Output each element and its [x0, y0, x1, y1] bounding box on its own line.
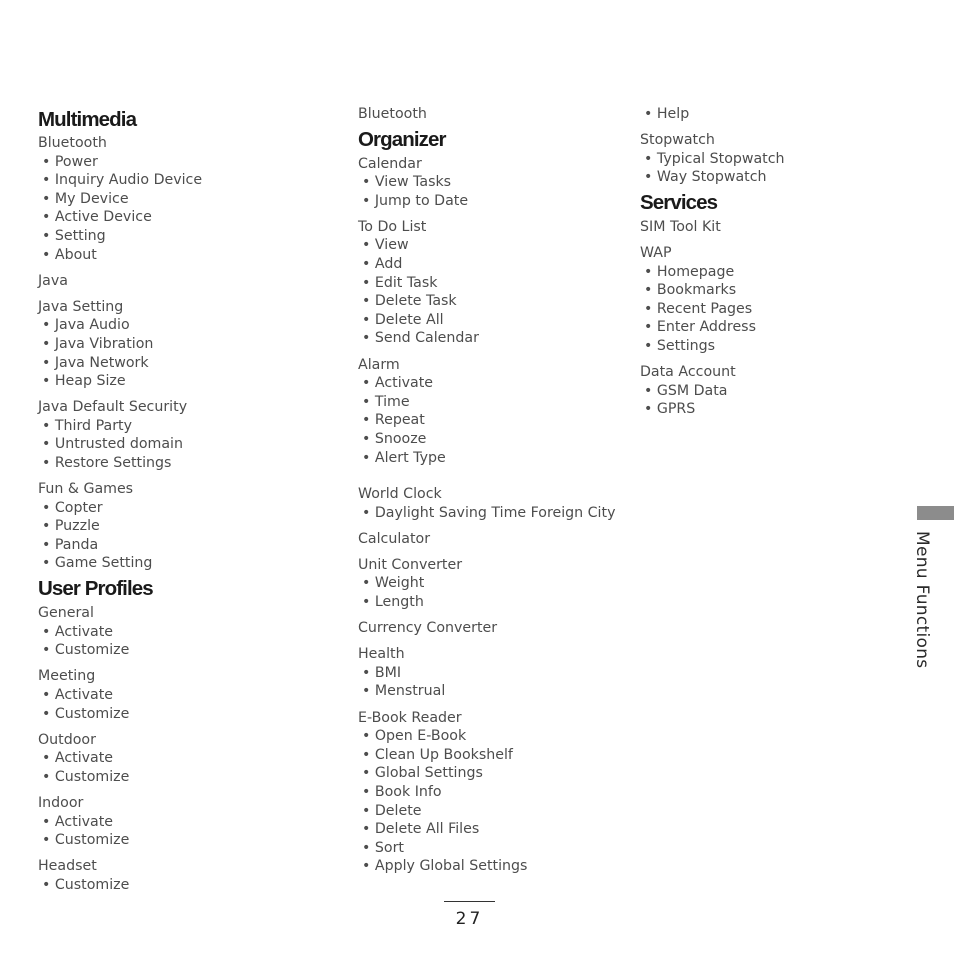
menu-item: • Activate: [42, 750, 114, 767]
menu-item: • Java Network: [42, 354, 149, 371]
menu-group-label: SIM Tool Kit: [640, 218, 721, 235]
menu-item: • Add: [362, 256, 403, 273]
menu-group-label: Meeting: [38, 668, 96, 685]
menu-group-label: Health: [358, 646, 405, 663]
menu-item: • Delete: [362, 802, 422, 819]
menu-group-label: WAP: [640, 244, 672, 261]
section-heading-organizer: Organizer: [358, 127, 446, 151]
menu-item: • My Device: [42, 190, 129, 207]
menu-item: • Bookmarks: [644, 282, 737, 299]
menu-group-label: Java Setting: [38, 298, 124, 315]
menu-group-label: E-Book Reader: [358, 709, 462, 726]
menu-group-label: Calculator: [358, 530, 431, 547]
menu-item: • Edit Task: [362, 274, 438, 291]
menu-item: • View Tasks: [362, 174, 452, 191]
menu-item: • Length: [362, 594, 424, 611]
menu-item: • GPRS: [644, 401, 696, 418]
menu-item: • Clean Up Bookshelf: [362, 746, 513, 763]
menu-item: • Time: [362, 393, 410, 410]
menu-group-label: General: [38, 605, 94, 622]
menu-item: • Activate: [362, 375, 434, 392]
menu-item: • Enter Address: [644, 319, 756, 336]
menu-group-label: Stopwatch: [640, 132, 715, 149]
menu-item: • Game Setting: [42, 555, 153, 572]
menu-item: • Copter: [42, 499, 103, 516]
menu-group-label: To Do List: [358, 218, 427, 235]
menu-item: • Alert Type: [362, 449, 446, 466]
section-heading-multimedia: Multimedia: [38, 108, 137, 131]
menu-column-1: [38, 106, 308, 894]
menu-item: • Delete Task: [362, 293, 457, 310]
menu-group-label: Bluetooth: [358, 106, 427, 122]
menu-item: • GSM Data: [644, 382, 728, 399]
menu-group-label: Alarm: [358, 356, 400, 373]
menu-item: • Java Audio: [42, 317, 130, 334]
menu-group-label: Calendar: [358, 155, 422, 172]
menu-item: • Snooze: [362, 430, 427, 447]
menu-item: • Java Vibration: [42, 335, 154, 352]
menu-group-label: Headset: [38, 858, 97, 875]
menu-item: • Customize: [42, 876, 130, 893]
menu-item: • Daylight Saving Time Foreign City: [362, 504, 616, 521]
section-tab-marker: [917, 506, 954, 520]
menu-group-label: Currency Converter: [358, 620, 498, 637]
menu-item: • Book Info: [362, 783, 442, 800]
menu-item: • Customize: [42, 832, 130, 849]
menu-item: • Delete All: [362, 311, 444, 328]
menu-group-label: Fun & Games: [38, 481, 134, 498]
menu-item: • Third Party: [42, 417, 132, 434]
menu-item: • Open E-Book: [362, 728, 467, 745]
menu-item: • BMI: [362, 664, 402, 681]
page-number: 27: [455, 909, 484, 929]
menu-item: • Jump to Date: [362, 192, 469, 209]
menu-item: • Menstrual: [362, 683, 446, 700]
menu-item: • Active Device: [42, 209, 152, 226]
menu-item: • Customize: [42, 705, 130, 722]
menu-item: • Activate: [42, 623, 114, 640]
menu-item: • Heap Size: [42, 373, 126, 390]
section-heading-services: Services: [640, 190, 718, 214]
menu-item: • Apply Global Settings: [362, 858, 528, 875]
menu-item: • Untrusted domain: [42, 436, 183, 453]
menu-item: • Delete All Files: [362, 821, 480, 838]
menu-item: • Global Settings: [362, 765, 483, 782]
menu-item: • Inquiry Audio Device: [42, 172, 203, 189]
menu-group-label: Java Default Security: [38, 399, 188, 416]
menu-item: • About: [42, 246, 97, 263]
menu-item: • Settings: [644, 337, 716, 354]
menu-group-label: Bluetooth: [38, 135, 107, 151]
menu-group-label: World Clock: [358, 486, 442, 503]
menu-item: • Homepage: [644, 263, 735, 280]
menu-group-label: Unit Converter: [358, 556, 463, 573]
section-heading-user-profiles: User Profiles: [38, 577, 153, 601]
menu-group-label: Outdoor: [38, 731, 96, 748]
menu-item: • Way Stopwatch: [644, 169, 767, 186]
section-tab-label: Menu Functions: [912, 531, 932, 669]
menu-item: • Repeat: [362, 412, 425, 429]
menu-column-2: [358, 105, 628, 876]
menu-item: • Recent Pages: [644, 300, 753, 317]
menu-group-label: Java: [38, 272, 68, 289]
menu-item: • Typical Stopwatch: [644, 150, 785, 167]
menu-item: • Customize: [42, 768, 130, 785]
menu-item: • Send Calendar: [362, 330, 479, 347]
menu-item: • Puzzle: [42, 518, 100, 535]
menu-item: • Restore Settings: [42, 455, 172, 471]
menu-item: • Power: [42, 153, 98, 170]
menu-item: • Customize: [42, 642, 130, 659]
menu-item: • Panda: [42, 536, 99, 553]
menu-group-label: Indoor: [38, 794, 84, 811]
menu-item: • View: [362, 237, 409, 254]
menu-column-3: [640, 105, 910, 419]
menu-item: • Weight: [362, 575, 425, 592]
menu-item: • Setting: [42, 227, 106, 244]
menu-item: • Activate: [42, 686, 114, 703]
menu-item: • Sort: [362, 839, 404, 856]
page-number-rule: [444, 901, 495, 902]
menu-item: • Activate: [42, 813, 114, 830]
menu-item: • Help: [644, 106, 690, 122]
menu-group-label: Data Account: [640, 364, 736, 381]
